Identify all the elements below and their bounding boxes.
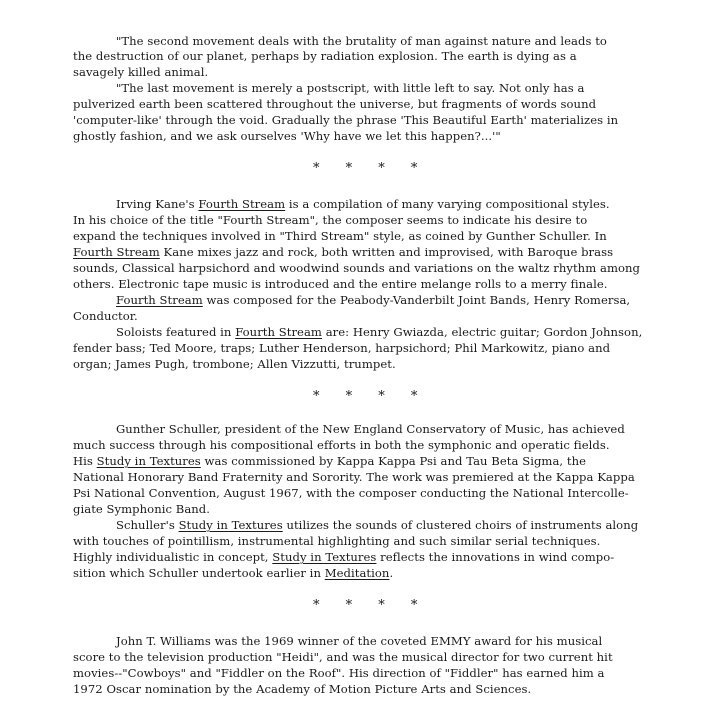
s2-line-10: fender bass; Ted Moore, traps; Luther Henderson, harpsichord; Phil Markowitz, piano and [73, 341, 611, 355]
s1-line-5: pulverized earth been scattered throughout the universe, but fragments of words sound [73, 97, 597, 111]
s2-line-6: others. Electronic tape music is introduced and the entire melange rolls to a merry finale. [73, 277, 608, 291]
s4-line-1: John T. Williams was the 1969 winner of the coveted EMMY award for his musical [116, 634, 603, 648]
s2-line-8: Conductor. [73, 309, 138, 323]
s1-line-4: "The last movement is merely a postscript, with little left to say. Not only has a [116, 81, 585, 95]
s2-line-4: Fourth Stream Kane mixes jazz and rock, both written and improvised, with Baroque brass [73, 245, 614, 259]
s4-line-4: 1972 Oscar nomination by the Academy of Motion Picture Arts and Sciences. [73, 682, 532, 696]
s2-line-3: expand the techniques involved in "Third Stream" style, as coined by Gunther Schuller. In [73, 229, 607, 243]
title-fourth-stream: Fourth Stream [116, 293, 203, 307]
s1-line-2: the destruction of our planet, perhaps by radiation explosion. The earth is dying as a [73, 49, 577, 63]
s2-line-11: organ; James Pugh, trombone; Allen Vizzutti, trumpet. [73, 357, 396, 371]
s3-line-2: much success through his compositional efforts in both the symphonic and operatic fields. [73, 438, 610, 452]
title-fourth-stream: Fourth Stream [73, 245, 160, 259]
separator-2: * * * * [313, 389, 429, 404]
title-meditation: Meditation [324, 566, 390, 580]
title-fourth-stream: Fourth Stream [235, 325, 322, 339]
title-study-in-textures: Study in Textures [272, 550, 377, 564]
s3-line-1: Gunther Schuller, president of the New England Conservatory of Music, has achieved [116, 422, 625, 436]
s2-line-9: Soloists featured in Fourth Stream are: Henry Gwiazda, electric guitar; Gordon Johnson, [116, 325, 643, 339]
s2-line-5: sounds, Classical harpsichord and woodwind sounds and variations on the waltz rhythm among [73, 261, 641, 275]
s2-line-7: Fourth Stream was composed for the Peabody-Vanderbilt Joint Bands, Henry Romersa, [116, 293, 631, 307]
s4-line-3: movies--"Cowboys" and "Fiddler on the Roof". His direction of "Fiddler" has earned him a [73, 666, 605, 680]
s3-line-4: National Honorary Band Fraternity and Sorority. The work was premiered at the Kappa Kappa [73, 470, 635, 484]
s2-line-1: Irving Kane's Fourth Stream is a compilation of many varying compositional styles. [116, 197, 610, 211]
s2-line-2: In his choice of the title "Fourth Stream", the composer seems to indicate his desire to [73, 213, 588, 227]
s3-line-10: sition which Schuller undertook earlier in Meditation. [73, 566, 394, 580]
title-study-in-textures: Study in Textures [178, 518, 283, 532]
separator-1: * * * * [313, 161, 429, 176]
s4-line-2: score to the television production "Heidi", and was the musical director for two current hit [73, 650, 613, 664]
s1-line-3: savagely killed animal. [73, 65, 209, 79]
title-fourth-stream: Fourth Stream [198, 197, 286, 211]
separator-3: * * * * [313, 598, 429, 613]
s1-line-6: 'computer-like' through the void. Gradually the phrase 'This Beautiful Earth' materializes in [73, 113, 619, 127]
s3-line-9: Highly individualistic in concept, Study in Textures reflects the innovations in wind compo- [73, 550, 615, 564]
title-study-in-textures: Study in Textures [96, 454, 201, 468]
s3-line-5: Psi National Convention, August 1967, with the composer conducting the National Intercolle- [73, 486, 629, 500]
s3-line-8: with touches of pointillism, instrumental highlighting and such similar serial techniques. [73, 534, 601, 548]
s1-line-1: "The second movement deals with the brutality of man against nature and leads to [116, 34, 607, 48]
s1-line-7: ghostly fashion, and we ask ourselves 'Why have we let this happen?...'" [73, 129, 501, 143]
s3-line-7: Schuller's Study in Textures utilizes the sounds of clustered choirs of instruments along [116, 518, 639, 532]
s3-line-3: His Study in Textures was commissioned by Kappa Kappa Psi and Tau Beta Sigma, the [73, 454, 587, 468]
s3-line-6: giate Symphonic Band. [73, 502, 211, 516]
